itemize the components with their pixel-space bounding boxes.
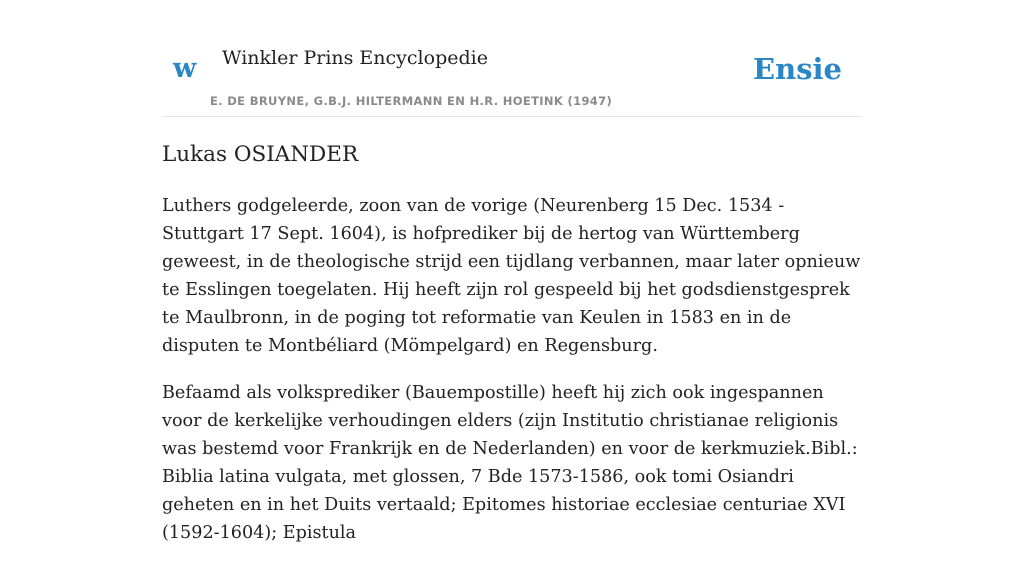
article-container — [162, 0, 862, 543]
article-paragraph: Luthers godgeleerde, zoon van de vorige (Neurenberg 15 Dec. 1534 - Stuttgart 17 Sept. 1604), is hofprediker bij de hertog van Württemberg geweest, in de theologische strijd een tijdlang verbannen, maar later opnieuw te Esslingen toegelaten. Hij heeft zijn rol gespeeld bij het godsdienstgesprek te Maulbronn, in de poging tot reformatie van Keulen in 1583 en in de disputen te Montbéliard (Mömpelgard) en Regensburg. — [162, 196, 861, 356]
header — [162, 0, 862, 117]
article-paragraph: Befaamd als volksprediker (Bauempostille) heeft hij zich ook ingespannen voor de kerkelijke verhoudingen elders (zijn Institutio christianae religionis was bestemd voor Frankrijk en de Nederlanden) en voor de kerkmuziek.Bibl.: Biblia latina vulgata, met glossen, 7 Bde 1573-1586, ook tomi Osiandri geheten en in het Duits vertaald; Epitomes historiae ecclesiae centuriae XVI (1592-1604); Epistula — [162, 383, 858, 543]
source-authors: E. DE BRUYNE, G.B.J. HILTERMANN EN H.R. HOETINK (1947) — [210, 94, 613, 108]
source-title: Winkler Prins Encyclopedie — [222, 47, 488, 69]
ensie-logo[interactable]: Ensie — [753, 52, 842, 86]
article-body — [162, 192, 862, 566]
article-title: Lukas OSIANDER — [162, 142, 359, 167]
winkler-prins-logo[interactable]: w — [173, 53, 197, 84]
